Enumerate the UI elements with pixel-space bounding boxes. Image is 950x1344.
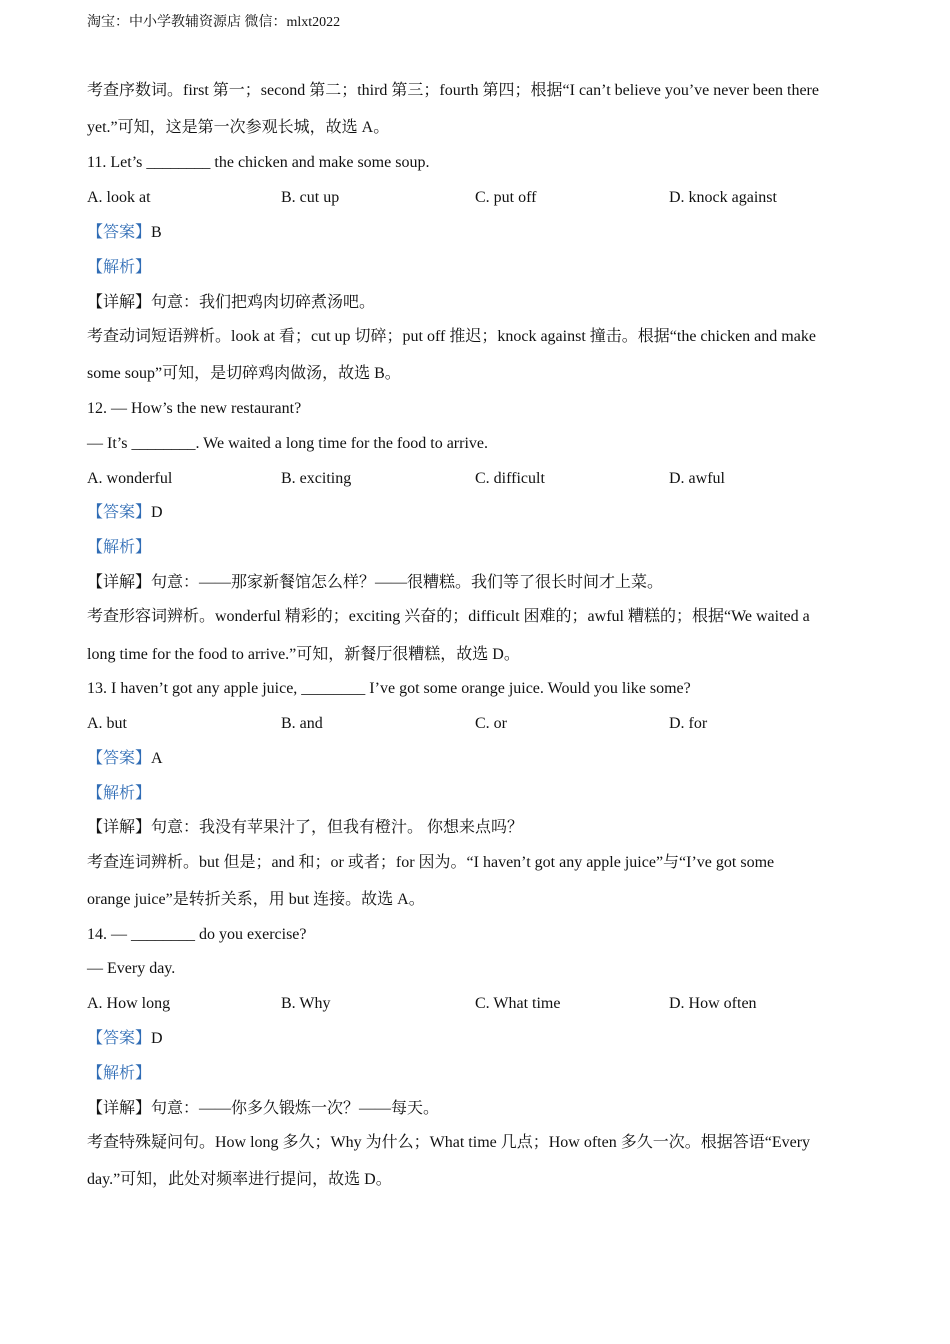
answer-label: 【答案】	[87, 224, 152, 241]
question-13-analysis-line-2: orange juice”是转折关系，用 but 连接。故选 A。	[87, 891, 425, 908]
question-13-option-b: B. and	[281, 715, 323, 732]
question-12-analysis-line-2: long time for the food to arrive.”可知，新餐厅很糟糕，故选 D。	[87, 646, 520, 663]
question-14-option-a: A. How long	[87, 995, 171, 1012]
question-12-answer	[87, 503, 163, 523]
q10-analysis-line-1: 考查序数词。first 第一；second 第二；third 第三；fourth 第四；根据“I can’t believe you’ve never been there	[87, 82, 819, 99]
question-13-analysis-label: 【解析】	[87, 785, 152, 802]
question-13-analysis-line-1: 考查连词辨析。but 但是；and 和；or 或者；for 因为。“I haven’t got any apple juice”与“I’ve got some	[87, 854, 775, 871]
question-14-answer	[87, 1029, 163, 1049]
answer-label: 【答案】	[87, 504, 152, 521]
question-11-answer	[87, 223, 162, 243]
question-14-analysis-line-2: day.”可知，此处对频率进行提问，故选 D。	[87, 1171, 392, 1188]
answer-value: D	[151, 1030, 163, 1047]
question-13-option-a: A. but	[87, 715, 127, 732]
question-14-option-b: B. Why	[281, 995, 331, 1012]
question-11-stem: 11. Let’s ________ the chicken and make some soup.	[87, 154, 430, 171]
question-11-option-a: A. look at	[87, 189, 151, 206]
answer-label: 【答案】	[87, 1030, 152, 1047]
question-12-analysis-label: 【解析】	[87, 539, 152, 556]
question-14-stem-line-1: 14. — ________ do you exercise?	[87, 926, 307, 943]
question-11-analysis-line-2: some soup”可知，是切碎鸡肉做汤，故选 B。	[87, 365, 401, 382]
question-12-analysis-line-1: 考查形容词辨析。wonderful 精彩的；exciting 兴奋的；difficult 困难的；awful 糟糕的；根据“We waited a	[87, 608, 810, 625]
question-14-stem-line-2: — Every day.	[87, 960, 176, 977]
page-header: 淘宝：中小学教辅资源店 微信：mlxt2022	[87, 15, 341, 30]
question-12-option-b: B. exciting	[281, 470, 352, 487]
question-12-option-c: C. difficult	[475, 470, 545, 487]
question-13-detail: 【详解】句意：我没有苹果汁了，但我有橙汁。 你想来点吗？	[87, 819, 524, 836]
question-11-detail: 【详解】句意：我们把鸡肉切碎煮汤吧。	[87, 294, 376, 311]
question-11-option-c: C. put off	[475, 189, 537, 206]
question-13-option-d: D. for	[669, 715, 708, 732]
question-12-detail: 【详解】句意：——那家新餐馆怎么样？——很糟糕。我们等了很长时间才上菜。	[87, 574, 664, 591]
question-14-detail: 【详解】句意：——你多久锻炼一次？——每天。	[87, 1100, 440, 1117]
question-11-analysis-label: 【解析】	[87, 259, 152, 276]
question-14-option-d: D. How often	[669, 995, 757, 1012]
question-13-answer	[87, 749, 163, 769]
question-13-option-c: C. or	[475, 715, 507, 732]
question-12-stem-line-2: — It’s ________. We waited a long time for the food to arrive.	[87, 435, 488, 452]
answer-value: B	[151, 224, 162, 241]
question-14-option-c: C. What time	[475, 995, 561, 1012]
question-12-option-a: A. wonderful	[87, 470, 173, 487]
question-11-analysis-line-1: 考查动词短语辨析。look at 看；cut up 切碎；put off 推迟；knock against 撞击。根据“the chicken and make	[87, 328, 816, 345]
question-12-option-d: D. awful	[669, 470, 725, 487]
question-14-analysis-line-1: 考查特殊疑问句。How long 多久；Why 为什么；What time 几点；How often 多久一次。根据答语“Every	[87, 1134, 811, 1151]
question-14-analysis-label: 【解析】	[87, 1065, 152, 1082]
question-13-stem: 13. I haven’t got any apple juice, ________ I’ve got some orange juice. Would you like some?	[87, 680, 691, 697]
answer-value: D	[151, 504, 163, 521]
answer-label: 【答案】	[87, 750, 152, 767]
question-11-option-d: D. knock against	[669, 189, 777, 206]
answer-value: A	[151, 750, 163, 767]
question-11-option-b: B. cut up	[281, 189, 340, 206]
q10-analysis-line-2: yet.”可知，这是第一次参观长城，故选 A。	[87, 119, 390, 136]
question-12-stem-line-1: 12. — How’s the new restaurant?	[87, 400, 302, 417]
